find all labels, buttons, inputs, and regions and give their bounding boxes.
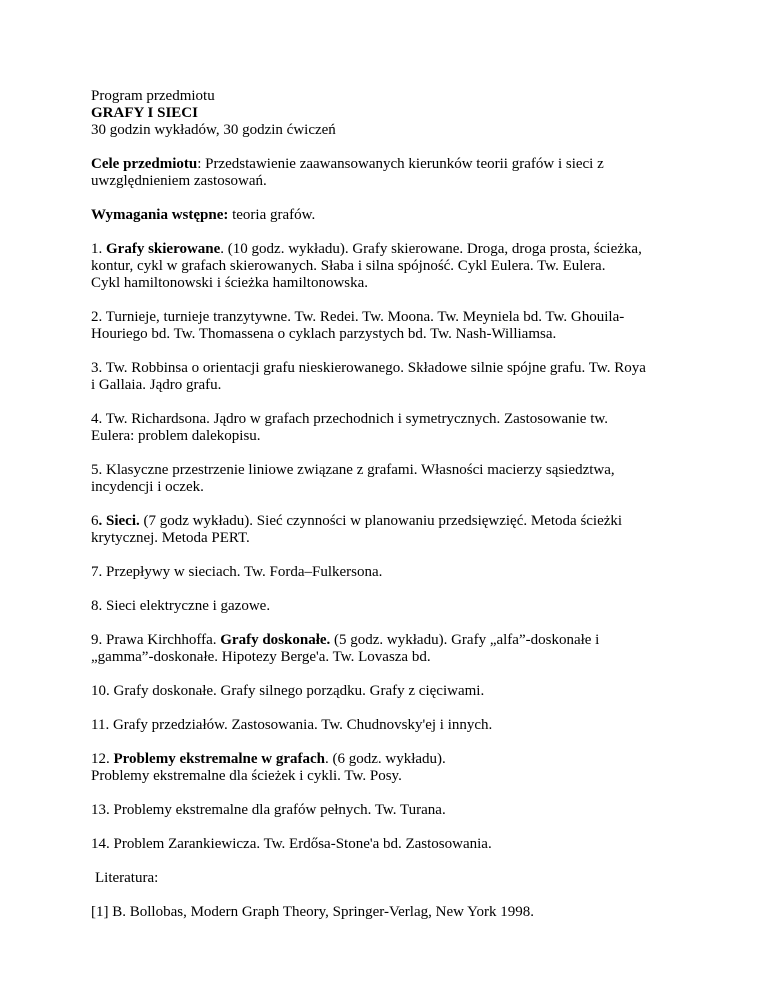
- topic-line: [91, 513, 691, 530]
- literature-list: [91, 904, 691, 921]
- topic-line: [91, 632, 691, 649]
- topic-item: [91, 513, 691, 547]
- topic-line: 7. Przepływy w sieciach. Tw. Forda–Fulkersona.: [91, 564, 383, 580]
- topic-item: [91, 241, 691, 292]
- topic-item: [91, 598, 691, 615]
- topic-line: 11. Grafy przedziałów. Zastosowania. Tw. Chudnovsky'ej i innych.: [91, 717, 493, 733]
- topic-line: 13. Problemy ekstremalne dla grafów pełnych. Tw. Turana.: [91, 802, 446, 818]
- topic-number: 9. Prawa Kirchhoffa.: [91, 632, 221, 648]
- topic-line: 14. Problem Zarankiewicza. Tw. Erdősa-Stone'a bd. Zastosowania.: [91, 836, 492, 852]
- topic-text: (7 godz wykładu). Sieć czynności w planowaniu przedsięwzięć. Metoda ścieżki: [139, 513, 623, 529]
- topic-line: 2. Turnieje, turnieje tranzytywne. Tw. Redei. Tw. Moona. Tw. Meyniela bd. Tw. Ghouila-: [91, 309, 625, 325]
- topic-item: [91, 360, 691, 394]
- topic-bold-title: Grafy skierowane: [106, 241, 221, 257]
- topic-line: [91, 241, 691, 258]
- topic-item: [91, 462, 691, 496]
- topic-line: incydencji i oczek.: [91, 479, 204, 495]
- topic-text: (5 godz. wykładu). Grafy „alfa”-doskonałe i: [330, 632, 600, 648]
- topic-line: Cykl hamiltonowski i ścieżka hamiltonowska.: [91, 275, 369, 291]
- topic-text: . (6 godz. wykładu).: [325, 751, 446, 767]
- goals-line-1: [91, 156, 691, 173]
- goals-paragraph: [91, 156, 691, 190]
- literature-item: [1] B. Bollobas, Modern Graph Theory, Springer-Verlag, New York 1998.: [91, 904, 534, 920]
- requirements-text: teoria grafów.: [228, 207, 316, 223]
- topic-line: „gamma”-doskonałe. Hipotezy Berge'a. Tw. Lovasza bd.: [91, 649, 431, 665]
- goals-text-1: : Przedstawienie zaawansowanych kierunków teorii grafów i sieci z: [197, 156, 604, 172]
- header-block: [91, 88, 691, 139]
- topic-item: [91, 309, 691, 343]
- topic-item: [91, 802, 691, 819]
- topic-item: [91, 564, 691, 581]
- document-content: [91, 88, 691, 938]
- topic-number: 1.: [91, 241, 106, 257]
- requirements-paragraph: [91, 207, 691, 224]
- topic-line: krytycznej. Metoda PERT.: [91, 530, 250, 546]
- goals-line-2: uwzględnieniem zastosowań.: [91, 173, 267, 189]
- goals-label: Cele przedmiotu: [91, 156, 198, 172]
- topic-item: [91, 717, 691, 734]
- program-label: Program przedmiotu: [91, 88, 215, 104]
- topic-line: Houriego bd. Tw. Thomassena o cyklach parzystych bd. Tw. Nash-Williamsa.: [91, 326, 557, 342]
- topic-line: 8. Sieci elektryczne i gazowe.: [91, 598, 271, 614]
- topic-item: [91, 683, 691, 700]
- topic-line: Problemy ekstremalne dla ścieżek i cykli. Tw. Posy.: [91, 768, 402, 784]
- topic-bold-title: Grafy doskonałe.: [220, 632, 331, 648]
- topic-bold-title: . Sieci.: [98, 513, 140, 529]
- topic-line: 4. Tw. Richardsona. Jądro w grafach przechodnich i symetrycznych. Zastosowanie tw.: [91, 411, 608, 427]
- literature-heading: Literatura:: [95, 870, 159, 886]
- topic-line: 10. Grafy doskonałe. Grafy silnego porządku. Grafy z cięciwami.: [91, 683, 485, 699]
- requirements-line: [91, 207, 691, 224]
- course-title: GRAFY I SIECI: [91, 105, 198, 121]
- topic-line: i Gallaia. Jądro grafu.: [91, 377, 222, 393]
- topic-bold-title: Problemy ekstremalne w grafach: [113, 751, 325, 767]
- literature-heading-block: [91, 870, 691, 887]
- topic-line: Eulera: problem dalekopisu.: [91, 428, 261, 444]
- topic-line: 5. Klasyczne przestrzenie liniowe związane z grafami. Własności macierzy sąsiedztwa,: [91, 462, 615, 478]
- topic-item: [91, 751, 691, 785]
- topic-text: . (10 godz. wykładu). Grafy skierowane. Droga, droga prosta, ścieżka,: [220, 241, 642, 257]
- topic-item: [91, 632, 691, 666]
- requirements-label: Wymagania wstępne:: [91, 207, 229, 223]
- topic-number: 12.: [91, 751, 114, 767]
- course-hours: 30 godzin wykładów, 30 godzin ćwiczeń: [91, 122, 336, 138]
- topic-line: 3. Tw. Robbinsa o orientacji grafu nieskierowanego. Składowe silnie spójne grafu. Tw. Roya: [91, 360, 646, 376]
- topic-item: [91, 411, 691, 445]
- topic-line: kontur, cykl w grafach skierowanych. Słaba i silna spójność. Cykl Eulera. Tw. Eulera.: [91, 258, 606, 274]
- topic-number: 6: [91, 513, 99, 529]
- topic-item: [91, 836, 691, 853]
- topic-line: [91, 751, 691, 768]
